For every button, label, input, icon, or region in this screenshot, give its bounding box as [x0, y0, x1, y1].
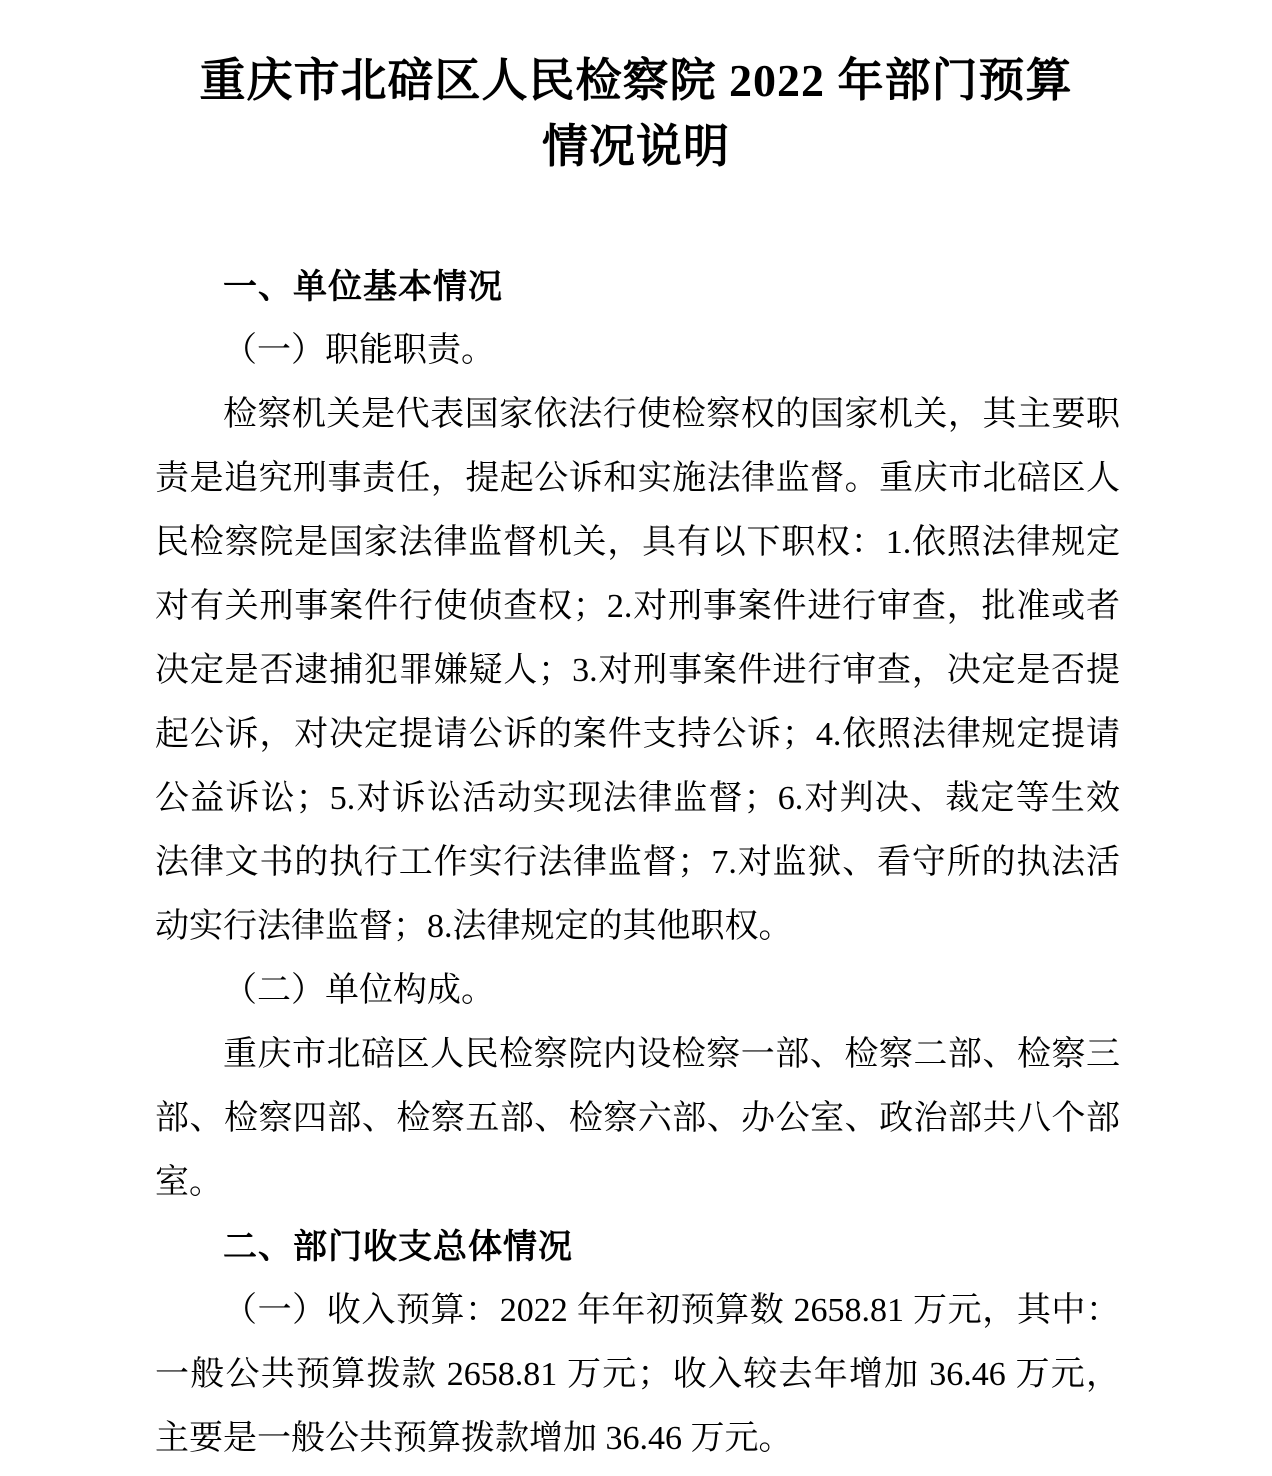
- paragraph-income-budget: （一）收入预算：2022 年年初预算数 2658.81 万元，其中：一般公共预算拨款 2658.81 万元；收入较去年增加 36.46 万元，主要是一般公共预算拨款增加 36.46 万元。: [155, 1292, 1120, 1457]
- document-title-line-2: 情况说明: [542, 121, 730, 172]
- document-title: [40, 48, 1232, 180]
- paragraph-function-duties: 检察机关是代表国家依法行使检察权的国家机关，其主要职责是追究刑事责任，提起公诉和实施法律监督。重庆市北碚区人民检察院是国家法律监督机关，具有以下职权：1.依照法律规定对有关刑事案件行使侦查权；2.对刑事案件进行审查，批准或者决定是否逮捕犯罪嫌疑人；3.对刑事案件进行审查，决定是否提起公诉，对决定提请公诉的案件支持公诉；4.依照法律规定提请公益诉讼；5.对诉讼活动实现法律监督；6.对判决、裁定等生效法律文书的执行工作实行法律监督；7.对监狱、看守所的执法活动实行法律监督；8.法律规定的其他职权。: [155, 396, 1120, 945]
- document-body: [155, 255, 1120, 1471]
- section-heading-unit-basic-info: 一、单位基本情况: [223, 268, 503, 306]
- section-heading-revenue-expenditure-overview: 二、部门收支总体情况: [223, 1228, 573, 1266]
- paragraph-unit-composition-label: （二）单位构成。: [223, 972, 495, 1009]
- document-title-line-1: 重庆市北碚区人民检察院 2022 年部门预算: [199, 55, 1073, 106]
- paragraph-unit-composition: 重庆市北碚区人民检察院内设检察一部、检察二部、检察三部、检察四部、检察五部、检察六部、办公室、政治部共八个部室。: [155, 1036, 1120, 1201]
- paragraph-function-duties-label: （一）职能职责。: [223, 332, 495, 369]
